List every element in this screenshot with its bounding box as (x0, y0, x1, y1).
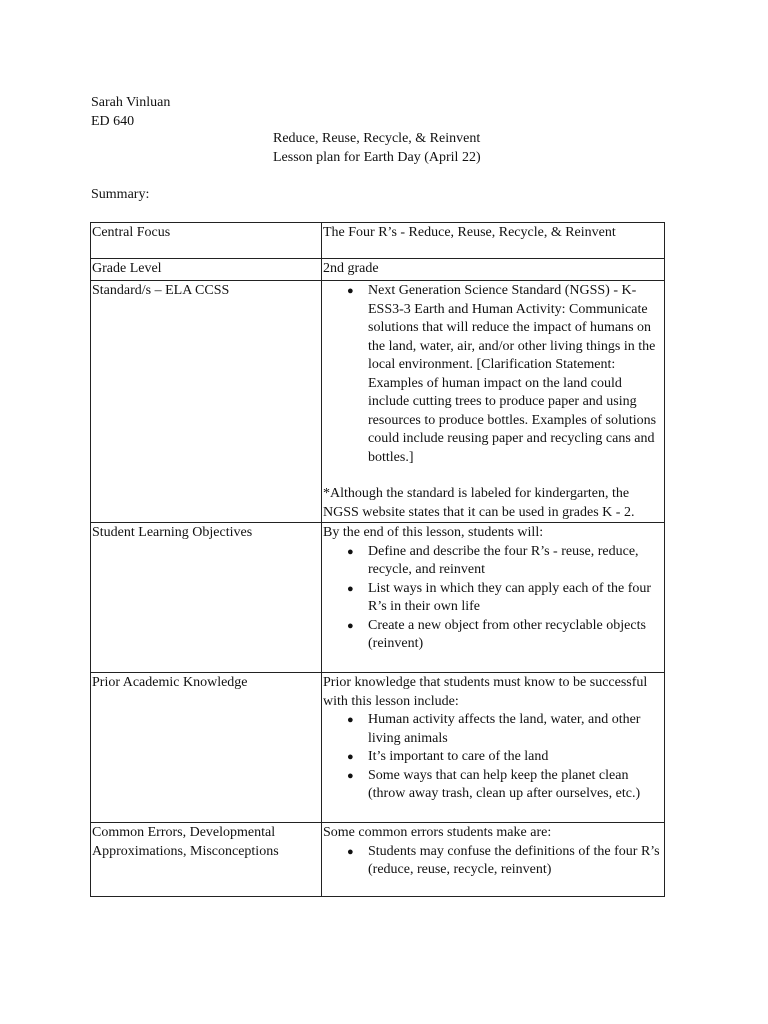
list-item: ● Define and describe the four R’s - reuse, reduce, recycle, and reinvent (323, 543, 664, 580)
prior-knowledge-label: Prior Academic Knowledge (91, 673, 322, 823)
table-row (91, 673, 665, 823)
summary-label: Summary: (91, 187, 150, 202)
course-code: ED 640 (91, 113, 135, 129)
standards-content (322, 281, 665, 523)
objectives-content (322, 523, 665, 673)
objectives-label: Student Learning Objectives (91, 523, 322, 673)
list-item: ● Create a new object from other recyclable objects (reinvent) (323, 617, 664, 654)
table-row (91, 523, 665, 673)
document-header (91, 94, 691, 131)
list-item: ● Some ways that can help keep the planet clean (throw away trash, clean up after ourselves, etc.) (323, 767, 664, 804)
lesson-plan-table (90, 222, 665, 897)
title-line-1: Reduce, Reuse, Recycle, & Reinvent (273, 131, 481, 146)
list-item: ● Next Generation Science Standard (NGSS) - K-ESS3-3 Earth and Human Activity: Communicate solutions that will reduce the impact of humans on the land, water, air, and/or other living things in the local environment. [Clarification Statement: Examples of human impact on the land could include cutting trees to produce paper and using resources to produce bottles. Examples of solutions could include reusing paper and recycling cans and bottles.] (323, 282, 664, 467)
prior-knowledge-content (322, 673, 665, 823)
common-errors-content (322, 823, 665, 897)
grade-level-value: 2nd grade (322, 259, 665, 281)
table-row (91, 823, 665, 897)
list-item: ● It’s important to care of the land (323, 748, 664, 767)
list-item: ● List ways in which they can apply each of the four R’s in their own life (323, 580, 664, 617)
common-errors-label: Common Errors, Developmental Approximations, Misconceptions (91, 823, 322, 897)
document-title (273, 130, 673, 167)
central-focus-value: The Four R’s - Reduce, Reuse, Recycle, & Reinvent (322, 223, 665, 259)
list-item: ● Students may confuse the definitions of the four R’s (reduce, reuse, recycle, reinvent) (323, 843, 664, 880)
standards-label: Standard/s – ELA CCSS (91, 281, 322, 523)
central-focus-label: Central Focus (91, 223, 322, 259)
standards-list (323, 282, 664, 467)
prior-knowledge-intro: Prior knowledge that students must know to be successful with this lesson include: (323, 675, 648, 709)
grade-level-label: Grade Level (91, 259, 322, 281)
list-item: ● Human activity affects the land, water, and other living animals (323, 711, 664, 748)
common-errors-list (323, 843, 664, 880)
title-line-2: Lesson plan for Earth Day (April 22) (273, 149, 481, 165)
table-row (91, 281, 665, 523)
table-row (91, 223, 665, 259)
objectives-list (323, 543, 664, 654)
author-name: Sarah Vinluan (91, 95, 171, 110)
prior-knowledge-list (323, 711, 664, 804)
table-row (91, 259, 665, 281)
objectives-intro: By the end of this lesson, students will: (323, 525, 544, 540)
common-errors-intro: Some common errors students make are: (323, 825, 552, 840)
standards-note: *Although the standard is labeled for kindergarten, the NGSS website states that it can be used in grades K - 2. (323, 486, 635, 520)
